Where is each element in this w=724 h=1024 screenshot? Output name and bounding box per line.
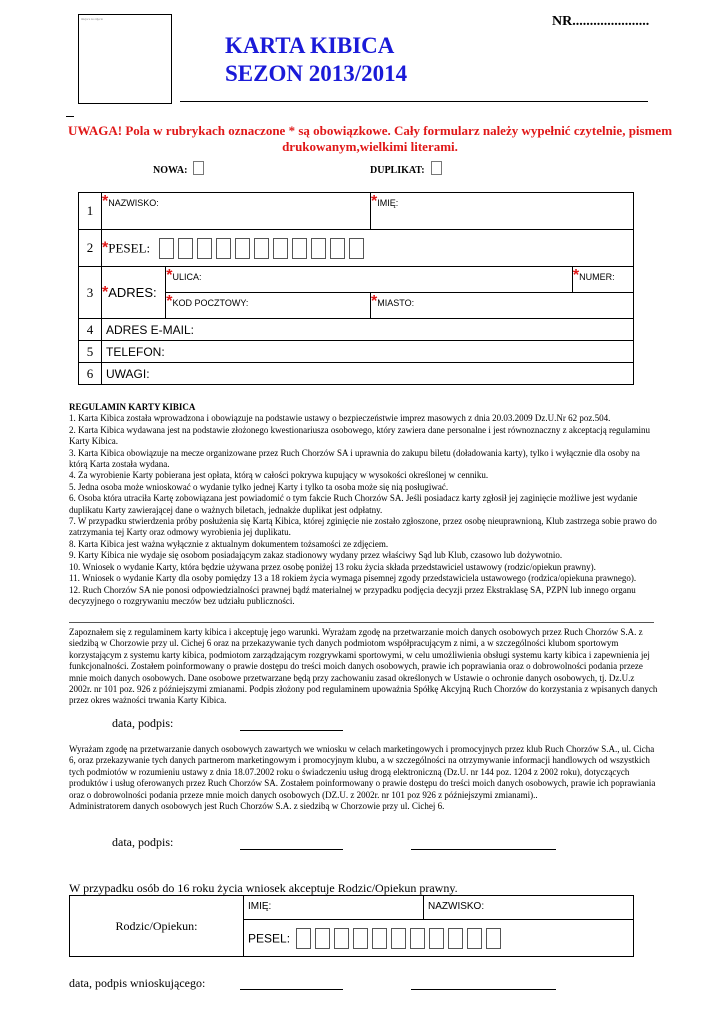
header-rule-stub: [66, 116, 74, 117]
required-marker: *: [371, 193, 378, 210]
guardian-table: [69, 895, 634, 957]
required-marker: *: [166, 267, 173, 284]
form-row-phone: [79, 341, 634, 363]
photo-caption: miejsce na zdjęcie: [81, 17, 103, 21]
header-rule: [180, 101, 648, 102]
guardian-label: Rodzic/Opiekun:: [70, 896, 244, 957]
administrator-note: Administratorem danych osobowych jest Ruch Chorzów S.A. z siedzibą w Chorzowie przy ul. Cichej 6.: [69, 801, 445, 812]
pesel-digit[interactable]: [486, 928, 501, 949]
address-label-cell: [102, 267, 166, 319]
pesel-digit[interactable]: [292, 238, 307, 259]
required-marker: *: [102, 283, 109, 301]
regulation-item: 5. Jedna osoba może wnioskować o wydanie tylko jednej Karty i tylko ta osoba może się nią posługiwać.: [69, 481, 449, 492]
guardian-firstname-label: IMIĘ:: [248, 901, 272, 912]
row-number: 4: [79, 319, 102, 341]
row-number: 1: [79, 193, 102, 230]
pesel-digit[interactable]: [467, 928, 482, 949]
required-marker: *: [102, 239, 109, 257]
regulation-item: 10. Wniosek o wydanie Karty, która będzie używana przez osobę poniżej 13 roku życia składa przedstawiciel ustawowy (rodzic/opiekun prawny).: [69, 561, 596, 572]
regulation-item: 4. Za wyrobienie Karty pobierana jest opłata, którą w całości pokrywa kupujący w wysokości określonej w cenniku.: [69, 470, 489, 481]
notes-label: UWAGI:: [106, 366, 150, 381]
surname-field[interactable]: [102, 193, 371, 230]
pesel-digit[interactable]: [296, 928, 311, 949]
regulations-title: REGULAMIN KARTY KIBICA: [69, 402, 196, 412]
notes-field[interactable]: [102, 363, 634, 385]
page-title: [225, 32, 407, 88]
consent-marketing-text: Wyrażam zgodę na przetwarzanie danych osobowych zawartych we wniosku w celach marketingowych i promocyjnych przez klub Ruch Chorzów S.A., ul. Cicha 6, oraz przekazywanie tych danych partnerom marketingowym i promocyjnym klubu, a w szczególności na otrzymywanie informacji handlowych od wszystkich tych podmiotów w rozumieniu ustawy z dnia 18.07.2002 roku o świadczeniu usług drogą elektroniczną (Dz.U. nr 144 poz. 1204 z 2002 roku), dotyczących produktów i usług oferowanych przez Ruch Chorzów SA. Zostałem poinformowany o prawie dostępu do treści moich danych osobowych, prawie ich poprawiania oraz o dobrowolności podania przeze mnie moich danych osobowych (DZ.U. z 2002r. nr 101 poz 926 z późniejszymi zmianami)..: [69, 744, 656, 800]
house-number-label: NUMER:: [579, 272, 615, 282]
regulation-item: 2. Karta Kibica wydawana jest na podstawie złożonego kwestionariusza osobowego, który zawiera dane personalne i jest równoznaczny z akceptacją regulaminu Karty Kibica.: [69, 424, 651, 447]
guardian-row-name: [70, 896, 634, 920]
signature-line-2[interactable]: [411, 849, 556, 850]
section-divider: [69, 622, 654, 623]
regulation-item: 6. Osoba która utraciła Kartę zobowiązana jest powiadomić o tym fakcie Ruch Chorzów SA. Jeśli posiadacz karty zgłosił jej zaginięcie możliwe jest wydanie duplikatu Karty zawierającej dane o ważnych biletach, jednakże duplikat jest odpłatny.: [69, 493, 638, 515]
pesel-label: PESEL:: [108, 240, 151, 256]
regulation-item: 12. Ruch Chorzów SA nie ponosi odpowiedzialności prawnej bądź materialnej w przypadku podjęcia decyzji przez Ekstraklasę SA, PZPN lub innego organu decyzyjnego o rozgrywaniu meczów bez udziału publiczności.: [69, 584, 636, 606]
regulation-item: 9. Karty Kibica nie wydaje się osobom posiadającym zakaz stadionowy wydany przez właściwy Sąd lub Klub, czasowo lub dożywotnio.: [69, 550, 563, 561]
firstname-label: IMIĘ:: [377, 198, 399, 208]
date-line-2[interactable]: [240, 849, 343, 850]
guardian-surname-label: NAZWISKO:: [428, 901, 485, 912]
title-line-1: KARTA KIBICA: [225, 33, 395, 58]
pesel-digit[interactable]: [254, 238, 269, 259]
pesel-field[interactable]: [102, 230, 634, 267]
consent-marketing: [69, 744, 659, 812]
row-number: 2: [79, 230, 102, 267]
regulation-item: 11. Wniosek o wydanie Karty dla osoby pomiędzy 13 a 18 rokiem życia wymaga pisemnej zgody przedstawiciela ustawowego (rodzica/opiekuna prawnego).: [69, 573, 637, 584]
phone-field[interactable]: [102, 341, 634, 363]
city-label: MIASTO:: [377, 298, 415, 308]
pesel-digit[interactable]: [311, 238, 326, 259]
required-marker: *: [371, 293, 378, 310]
guardian-pesel-label: PESEL:: [248, 931, 291, 946]
pesel-digit[interactable]: [353, 928, 368, 949]
nowa-label: NOWA:: [153, 165, 188, 176]
sign-label-1: data, podpis:: [112, 716, 174, 730]
pesel-digit-boxes[interactable]: [159, 238, 364, 259]
regulation-item: 8. Karta Kibica jest ważna wyłącznie z aktualnym dokumentem tożsamości ze zdjęciem.: [69, 538, 389, 549]
postal-code-field[interactable]: [166, 293, 371, 319]
form-row-pesel: [79, 230, 634, 267]
pesel-digit[interactable]: [273, 238, 288, 259]
pesel-digit[interactable]: [429, 928, 444, 949]
duplikat-checkbox[interactable]: [431, 161, 442, 175]
pesel-digit[interactable]: [334, 928, 349, 949]
signature-line-3[interactable]: [411, 989, 556, 990]
pesel-digit[interactable]: [448, 928, 463, 949]
guardian-pesel-field[interactable]: [244, 920, 634, 957]
card-number: NR......................: [552, 14, 650, 29]
house-number-field[interactable]: [572, 267, 633, 293]
sign-label-3: data, podpis wnioskującego:: [69, 976, 206, 990]
phone-label: TELEFON:: [106, 344, 165, 359]
regulation-item: 7. W przypadku stwierdzenia próby posłużenia się Kartą Kibica, której zginięcie nie zostało zgłoszone, przez osobę nieuprawnioną, Klub zastrzega sobie prawo do zatrzymania tej Karty oraz odmowy wyrobienia jej duplikatu.: [69, 516, 657, 538]
date-signature-line-1[interactable]: [240, 730, 343, 731]
pesel-digit[interactable]: [349, 238, 364, 259]
form-row-name: [79, 193, 634, 230]
nowa-checkbox[interactable]: [193, 161, 204, 175]
pesel-digit[interactable]: [391, 928, 406, 949]
row-number: 6: [79, 363, 102, 385]
required-marker: *: [166, 293, 173, 310]
row-number: 3: [79, 267, 102, 319]
pesel-digit[interactable]: [159, 238, 174, 259]
surname-label: NAZWISKO:: [108, 198, 159, 208]
city-field[interactable]: [371, 293, 634, 319]
email-label: ADRES E-MAIL:: [106, 322, 195, 337]
row-number: 5: [79, 341, 102, 363]
regulations: [69, 402, 659, 607]
sign-label-2: data, podpis:: [112, 835, 174, 849]
duplikat-label: DUPLIKAT:: [370, 165, 425, 176]
application-form: [78, 192, 634, 385]
photo-placeholder: [78, 14, 172, 104]
street-field[interactable]: [166, 267, 573, 293]
guardian-intro: W przypadku osób do 16 roku życia wniosek akceptuje Rodzic/Opiekun prawny.: [69, 881, 458, 895]
pesel-digit[interactable]: [330, 238, 345, 259]
nowa-option[interactable]: [153, 161, 204, 176]
form-row-address-1: [79, 267, 634, 293]
street-label: ULICA:: [172, 272, 202, 282]
pesel-digit[interactable]: [197, 238, 212, 259]
regulation-item: 3. Karta Kibica obowiązuje na mecze organizowane przez Ruch Chorzów SA i uprawnia do zakupu biletu (doładowania karty), tylko i wyłącznie dla osoby na którą Karta została wydana.: [69, 447, 640, 470]
title-line-2: SEZON 2013/2014: [225, 61, 408, 86]
email-field[interactable]: [102, 319, 634, 341]
regulation-item: 1. Karta Kibica została wprowadzona i obowiązuje na podstawie ustawy o bezpieczeństwie imprez masowych z dnia 20.03.2009 Dz.U.Nr 62 poz.504.: [69, 413, 611, 424]
postal-code-label: KOD POCZTOWY:: [172, 298, 249, 308]
pesel-digit[interactable]: [216, 238, 231, 259]
date-line-3[interactable]: [240, 989, 343, 990]
firstname-field[interactable]: [371, 193, 634, 230]
required-marker: *: [102, 193, 109, 210]
guardian-surname-field[interactable]: [424, 896, 634, 920]
pesel-digit[interactable]: [178, 238, 193, 259]
consent-regulations: Zapoznałem się z regulaminem karty kibica i akceptuję jego warunki. Wyrażam zgodę na przetwarzanie moich danych osobowych przez Ruch Chorzów S.A. z siedzibą w Chorzowie przy ul. Cichej 6 oraz na przekazywanie tych danych podmiotom współpracującym z nimi, a w szczególności klubom sportowym korzystającym z systemu karty kibica, podmiotom zarządzającym rozgrywkami sportowymi, w celu umożliwienia obsługi systemu karty kibica i zapewnienia jej funkcjonalności. Zostałem poinformowany o prawie dostępu do treści moich danych osobowych, prawie ich poprawiania oraz o dobrowolności podania przeze mnie moich danych osobowych. Dane osobowe przetwarzane będą przy zachowaniu zasad określonych w Ustawie o ochronie danych osobowych, tj. Dz.U.z 2002r. nr 101 poz. 926 z późniejszymi zmianami. Podpis złożony pod regulaminem upoważnia Spółkę Akcyjną Ruch Chorzów do korzystania z wpisanych danych przez okres ważności trwania Karty Kibica.: [69, 627, 658, 706]
form-row-email: [79, 319, 634, 341]
duplikat-option[interactable]: [370, 161, 442, 176]
form-row-notes: [79, 363, 634, 385]
pesel-digit[interactable]: [315, 928, 330, 949]
pesel-digit[interactable]: [235, 238, 250, 259]
pesel-digit[interactable]: [410, 928, 425, 949]
mandatory-warning: UWAGA! Pola w rubrykach oznaczone * są obowiązkowe. Cały formularz należy wypełnić czytelnie, pismem drukowanym,wielkimi literami.: [67, 123, 673, 154]
address-label: ADRES:: [108, 284, 157, 300]
required-marker: *: [572, 267, 580, 284]
guardian-firstname-field[interactable]: [244, 896, 424, 920]
pesel-digit[interactable]: [372, 928, 387, 949]
guardian-pesel-digit-boxes[interactable]: [296, 928, 501, 949]
